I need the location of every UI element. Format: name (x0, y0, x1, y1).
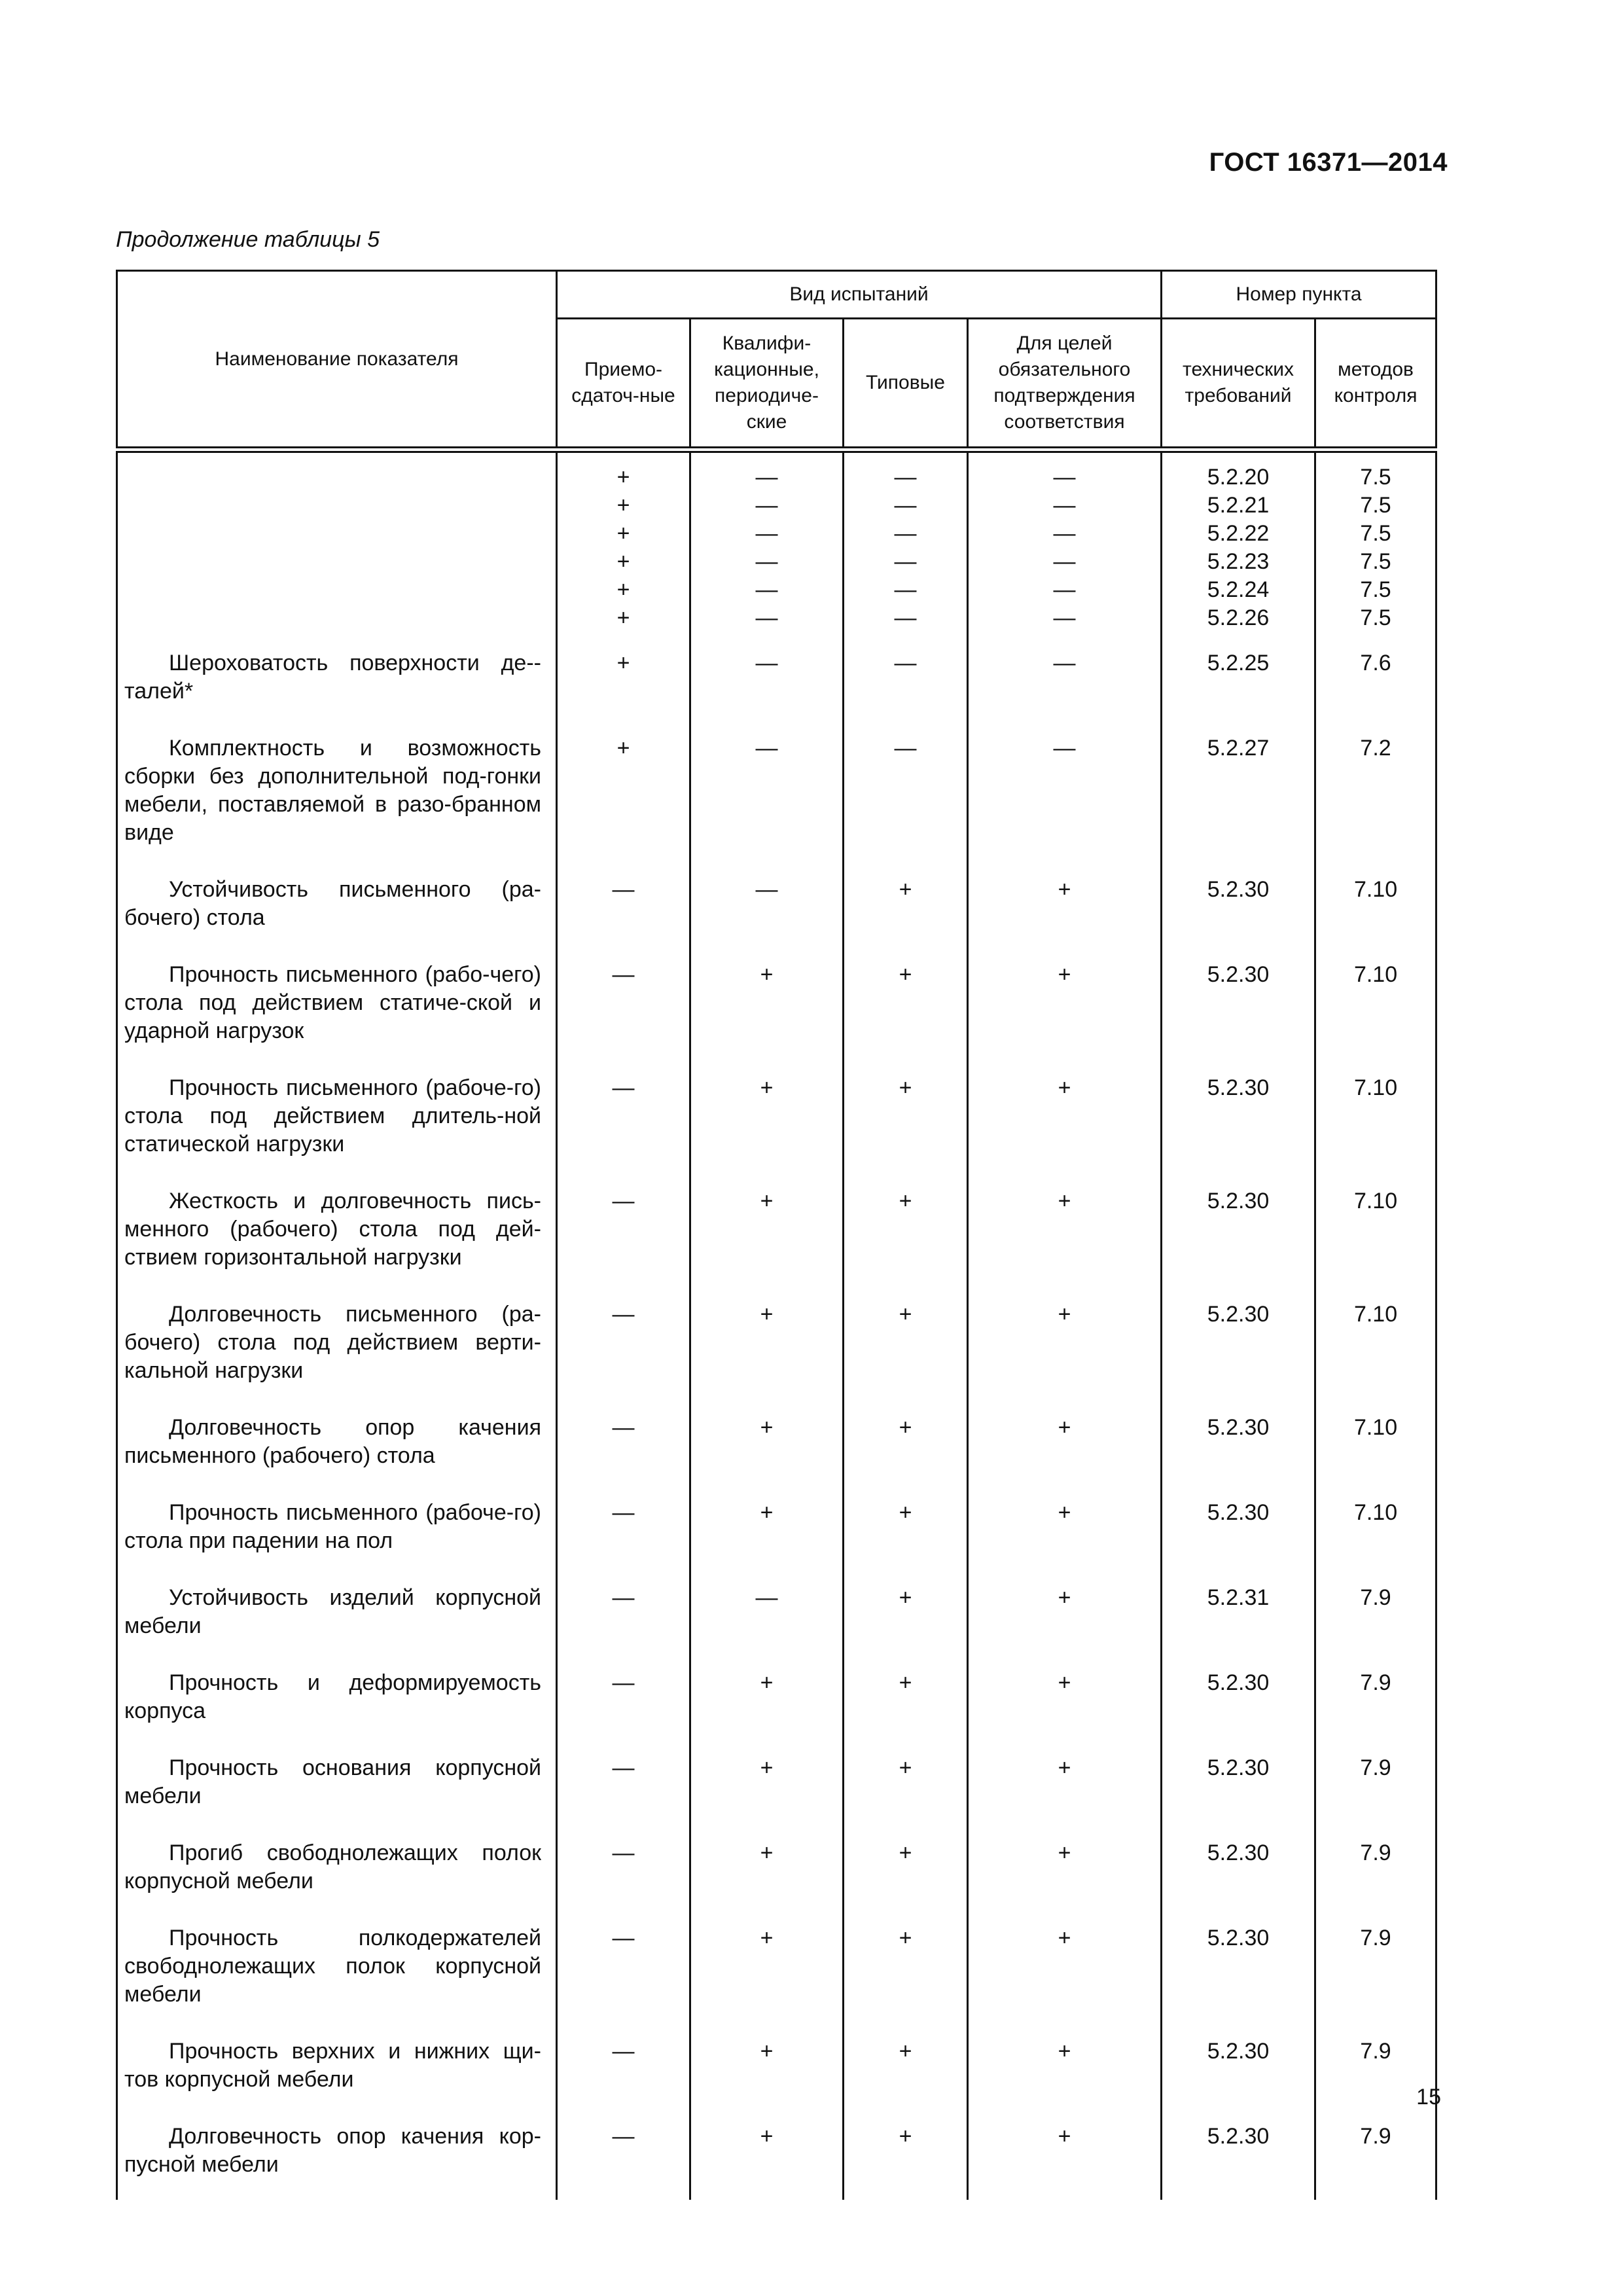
cell-type-tests: — (844, 717, 968, 859)
cell-type-tests: + (844, 1283, 968, 1397)
table-row (117, 1397, 1436, 1482)
cell-type-tests: + (844, 1397, 968, 1482)
cell-conformity: + (968, 1907, 1162, 2020)
header-control-methods: методов контроля (1315, 319, 1436, 450)
cell-name (117, 944, 557, 1057)
cell-tech-req: 5.2.25 (1162, 632, 1315, 717)
cell-acceptance: — (557, 859, 690, 944)
indicator-name-text: Жесткость и долговечность пись-менного (рабочего) стола под дей-ствием горизонтальной нагрузки (124, 1189, 541, 1270)
cell-type-tests: + (844, 944, 968, 1057)
cell-conformity: + (968, 1737, 1162, 1822)
cell-name (117, 632, 557, 717)
cell-conformity: + (968, 1482, 1162, 1567)
cell-tech-req: 5.2.30 (1162, 944, 1315, 1057)
indicator-name-text: Долговечность опор качения кор-пусной мебели (124, 2124, 541, 2177)
cell-type-tests-stack (844, 450, 968, 632)
cell-value: — (755, 521, 778, 546)
table-row (117, 1822, 1436, 1907)
cell-control-methods: 7.10 (1315, 1057, 1436, 1170)
cell-acceptance: — (557, 1567, 690, 1652)
cell-qualification: + (690, 2106, 844, 2191)
cell-conformity: + (968, 1652, 1162, 1737)
cell-control-methods: 7.10 (1315, 944, 1436, 1057)
cell-control-methods: 7.10 (1315, 1397, 1436, 1482)
cell-tech-req: 5.2.30 (1162, 1652, 1315, 1737)
cell-type-tests: — (844, 632, 968, 717)
cell-control-methods: 7.9 (1315, 1737, 1436, 1822)
table-row (117, 1283, 1436, 1397)
cell-conformity: — (968, 717, 1162, 859)
spacer-cell (1315, 2191, 1436, 2200)
cell-control-methods: 7.9 (1315, 2106, 1436, 2191)
cell-name (117, 1822, 557, 1907)
cell-value: — (755, 549, 778, 574)
cell-conformity: + (968, 1397, 1162, 1482)
cell-value: + (616, 577, 630, 602)
cell-type-tests: + (844, 1482, 968, 1567)
cell-control-methods: 7.10 (1315, 1170, 1436, 1283)
cell-value: — (1053, 605, 1076, 630)
table-spacer-row (117, 2191, 1436, 2200)
cell-control-methods: 7.10 (1315, 1283, 1436, 1397)
cell-tech-req: 5.2.31 (1162, 1567, 1315, 1652)
indicator-name-text: Устойчивость изделий корпусной мебели (124, 1585, 541, 1638)
header-test-types-group: Вид испытаний (557, 271, 1162, 319)
cell-qualification: — (690, 859, 844, 944)
header-conformity: Для целей обязательного подтверждения соответствия (968, 319, 1162, 450)
cell-name (117, 1283, 557, 1397)
cell-acceptance: — (557, 1170, 690, 1283)
cell-name (117, 1567, 557, 1652)
table-row (117, 1652, 1436, 1737)
cell-value: — (894, 465, 917, 490)
spacer-cell (968, 2191, 1162, 2200)
cell-conformity: + (968, 1567, 1162, 1652)
cell-type-tests: + (844, 1652, 968, 1737)
table-caption: Продолжение таблицы 5 (116, 227, 380, 252)
indicator-name-text: Прочность и деформируемость корпуса (124, 1670, 541, 1723)
cell-name (117, 1652, 557, 1737)
table-row (117, 1482, 1436, 1567)
indicator-name-text: Долговечность опор качения письменного (рабочего) стола (124, 1415, 541, 1468)
cell-acceptance: — (557, 944, 690, 1057)
indicator-name-text: Прочность письменного (рабоче-го) стола под действием длитель-ной статической нагрузки (124, 1075, 541, 1157)
cell-type-tests: + (844, 2106, 968, 2191)
cell-value: 7.5 (1360, 493, 1391, 518)
cell-tech-req-stack (1162, 450, 1315, 632)
indicator-name-text: Прогиб свободнолежащих полок корпусной мебели (124, 1840, 541, 1893)
cell-tech-req: 5.2.30 (1162, 2106, 1315, 2191)
cell-value: + (616, 521, 630, 546)
spacer-cell (117, 2191, 557, 2200)
cell-value: + (616, 493, 630, 518)
cell-tech-req: 5.2.30 (1162, 1397, 1315, 1482)
cell-value: 5.2.23 (1207, 549, 1270, 574)
cell-tech-req: 5.2.30 (1162, 1057, 1315, 1170)
cell-name (117, 2020, 557, 2106)
indicator-name-text: Комплектность и возможность сборки без дополнительной под-гонки мебели, поставляемой в разо-бранном виде (124, 736, 541, 845)
table-row (117, 450, 1436, 632)
table-row (117, 1170, 1436, 1283)
cell-type-tests: + (844, 859, 968, 944)
cell-conformity: + (968, 944, 1162, 1057)
cell-control-methods: 7.6 (1315, 632, 1436, 717)
cell-acceptance: — (557, 2106, 690, 2191)
cell-tech-req: 5.2.27 (1162, 717, 1315, 859)
cell-value: 7.5 (1360, 577, 1391, 602)
cell-value: — (1053, 521, 1076, 546)
cell-value: — (755, 605, 778, 630)
cell-name (117, 1397, 557, 1482)
cell-value: — (894, 577, 917, 602)
cell-acceptance: — (557, 1652, 690, 1737)
cell-acceptance: — (557, 1283, 690, 1397)
cell-tech-req: 5.2.30 (1162, 1170, 1315, 1283)
cell-tech-req: 5.2.30 (1162, 1822, 1315, 1907)
cell-value: — (1053, 493, 1076, 518)
cell-conformity: + (968, 1057, 1162, 1170)
header-tech-req: технических требований (1162, 319, 1315, 450)
cell-conformity: — (968, 632, 1162, 717)
cell-acceptance: — (557, 1482, 690, 1567)
spacer-cell (690, 2191, 844, 2200)
header-acceptance: Приемо-сдаточ-ные (557, 319, 690, 450)
cell-qualification: + (690, 944, 844, 1057)
cell-tech-req: 5.2.30 (1162, 1737, 1315, 1822)
table-row (117, 1907, 1436, 2020)
cell-value: + (616, 465, 630, 490)
cell-value: — (755, 493, 778, 518)
cell-control-methods: 7.9 (1315, 1822, 1436, 1907)
cell-name (117, 2106, 557, 2191)
table-row (117, 944, 1436, 1057)
cell-qualification: — (690, 632, 844, 717)
cell-conformity: + (968, 2020, 1162, 2106)
cell-qualification: + (690, 1907, 844, 2020)
cell-control-methods: 7.9 (1315, 2020, 1436, 2106)
table-row (117, 2020, 1436, 2106)
cell-value: — (1053, 465, 1076, 490)
cell-acceptance: + (557, 717, 690, 859)
cell-type-tests: + (844, 1737, 968, 1822)
cell-acceptance-stack (557, 450, 690, 632)
cell-value: 7.5 (1360, 521, 1391, 546)
cell-value: + (616, 549, 630, 574)
table-row (117, 1737, 1436, 1822)
cell-qualification: + (690, 1170, 844, 1283)
cell-value: 5.2.26 (1207, 605, 1270, 630)
standard-code: ГОСТ 16371—2014 (1209, 148, 1448, 177)
page-number: 15 (1416, 2085, 1441, 2109)
cell-type-tests: + (844, 1907, 968, 2020)
indicator-name-text: Долговечность письменного (ра-бочего) стола под действием верти-кальной нагрузки (124, 1302, 541, 1383)
cell-value: 7.5 (1360, 549, 1391, 574)
cell-qualification: + (690, 2020, 844, 2106)
cell-tech-req: 5.2.30 (1162, 2020, 1315, 2106)
cell-name (117, 859, 557, 944)
cell-name (117, 1170, 557, 1283)
cell-value: + (616, 605, 630, 630)
table-row (117, 717, 1436, 859)
cell-name (117, 450, 557, 632)
cell-conformity: + (968, 1283, 1162, 1397)
header-type-tests: Типовые (844, 319, 968, 450)
cell-value: — (1053, 549, 1076, 574)
cell-name (117, 1482, 557, 1567)
header-indicator-name: Наименование показателя (117, 271, 557, 450)
indicator-name-text: Прочность письменного (рабоче-го) стола при падении на пол (124, 1500, 541, 1553)
cell-qualification: — (690, 1567, 844, 1652)
cell-conformity-stack (968, 450, 1162, 632)
cell-value: 5.2.22 (1207, 521, 1270, 546)
cell-value: 7.5 (1360, 465, 1391, 490)
cell-qualification: + (690, 1652, 844, 1737)
cell-value: — (1053, 577, 1076, 602)
indicator-name-text: Устойчивость письменного (ра-бочего) стола (124, 877, 541, 930)
table-row (117, 859, 1436, 944)
cell-tech-req: 5.2.30 (1162, 1482, 1315, 1567)
cell-control-methods: 7.10 (1315, 859, 1436, 944)
cell-control-methods: 7.9 (1315, 1907, 1436, 2020)
cell-control-methods: 7.2 (1315, 717, 1436, 859)
cell-acceptance: — (557, 1737, 690, 1822)
cell-type-tests: + (844, 1057, 968, 1170)
indicator-name-text: Прочность полкодержателей свободнолежащих полок корпусной мебели (124, 1926, 541, 2007)
spacer-cell (1162, 2191, 1315, 2200)
cell-value: — (755, 465, 778, 490)
cell-conformity: + (968, 1822, 1162, 1907)
cell-control-methods: 7.9 (1315, 1567, 1436, 1652)
cell-qualification: + (690, 1283, 844, 1397)
cell-qualification: + (690, 1737, 844, 1822)
cell-conformity: + (968, 1170, 1162, 1283)
cell-conformity: + (968, 2106, 1162, 2191)
cell-control-methods: 7.10 (1315, 1482, 1436, 1567)
cell-type-tests: + (844, 1822, 968, 1907)
cell-value: — (894, 493, 917, 518)
cell-acceptance: — (557, 2020, 690, 2106)
cell-qualification: + (690, 1057, 844, 1170)
cell-qualification: + (690, 1822, 844, 1907)
cell-tech-req: 5.2.30 (1162, 1907, 1315, 2020)
indicator-name-text: Шероховатость поверхности де-талей* (124, 651, 541, 704)
spacer-cell (844, 2191, 968, 2200)
cell-acceptance: — (557, 1907, 690, 2020)
cell-control-methods: 7.9 (1315, 1652, 1436, 1737)
cell-name (117, 1907, 557, 2020)
table-body (117, 450, 1436, 2200)
table-row (117, 1567, 1436, 1652)
cell-value: 7.5 (1360, 605, 1391, 630)
cell-name (117, 1057, 557, 1170)
indicator-name-text: Прочность верхних и нижних щи-тов корпусной мебели (124, 2039, 541, 2092)
cell-acceptance: — (557, 1822, 690, 1907)
spacer-cell (557, 2191, 690, 2200)
cell-conformity: + (968, 859, 1162, 944)
cell-type-tests: + (844, 1567, 968, 1652)
cell-qualification-stack (690, 450, 844, 632)
cell-type-tests: + (844, 1170, 968, 1283)
header-clause-group: Номер пункта (1162, 271, 1436, 319)
cell-value: — (894, 521, 917, 546)
cell-value: 5.2.20 (1207, 465, 1270, 490)
cell-value: — (894, 549, 917, 574)
cell-name (117, 717, 557, 859)
table-row (117, 1057, 1436, 1170)
cell-value: — (894, 605, 917, 630)
cell-value: — (755, 577, 778, 602)
header-qualification: Квалифи-кационные, периодиче-ские (690, 319, 844, 450)
cell-name (117, 1737, 557, 1822)
table-row (117, 632, 1436, 717)
cell-tech-req: 5.2.30 (1162, 1283, 1315, 1397)
cell-value: 5.2.21 (1207, 493, 1270, 518)
cell-qualification: + (690, 1482, 844, 1567)
indicator-name-text: Прочность письменного (рабо-чего) стола под действием статиче-ской и ударной нагрузок (124, 962, 541, 1043)
cell-qualification: — (690, 717, 844, 859)
cell-type-tests: + (844, 2020, 968, 2106)
cell-acceptance: + (557, 632, 690, 717)
table-row (117, 2106, 1436, 2191)
cell-control-methods-stack (1315, 450, 1436, 632)
cell-qualification: + (690, 1397, 844, 1482)
cell-acceptance: — (557, 1397, 690, 1482)
cell-acceptance: — (557, 1057, 690, 1170)
indicator-name-text: Прочность основания корпусной мебели (124, 1755, 541, 1808)
test-types-table (116, 270, 1437, 2200)
cell-tech-req: 5.2.30 (1162, 859, 1315, 944)
table-header (117, 271, 1436, 450)
cell-value: 5.2.24 (1207, 577, 1270, 602)
